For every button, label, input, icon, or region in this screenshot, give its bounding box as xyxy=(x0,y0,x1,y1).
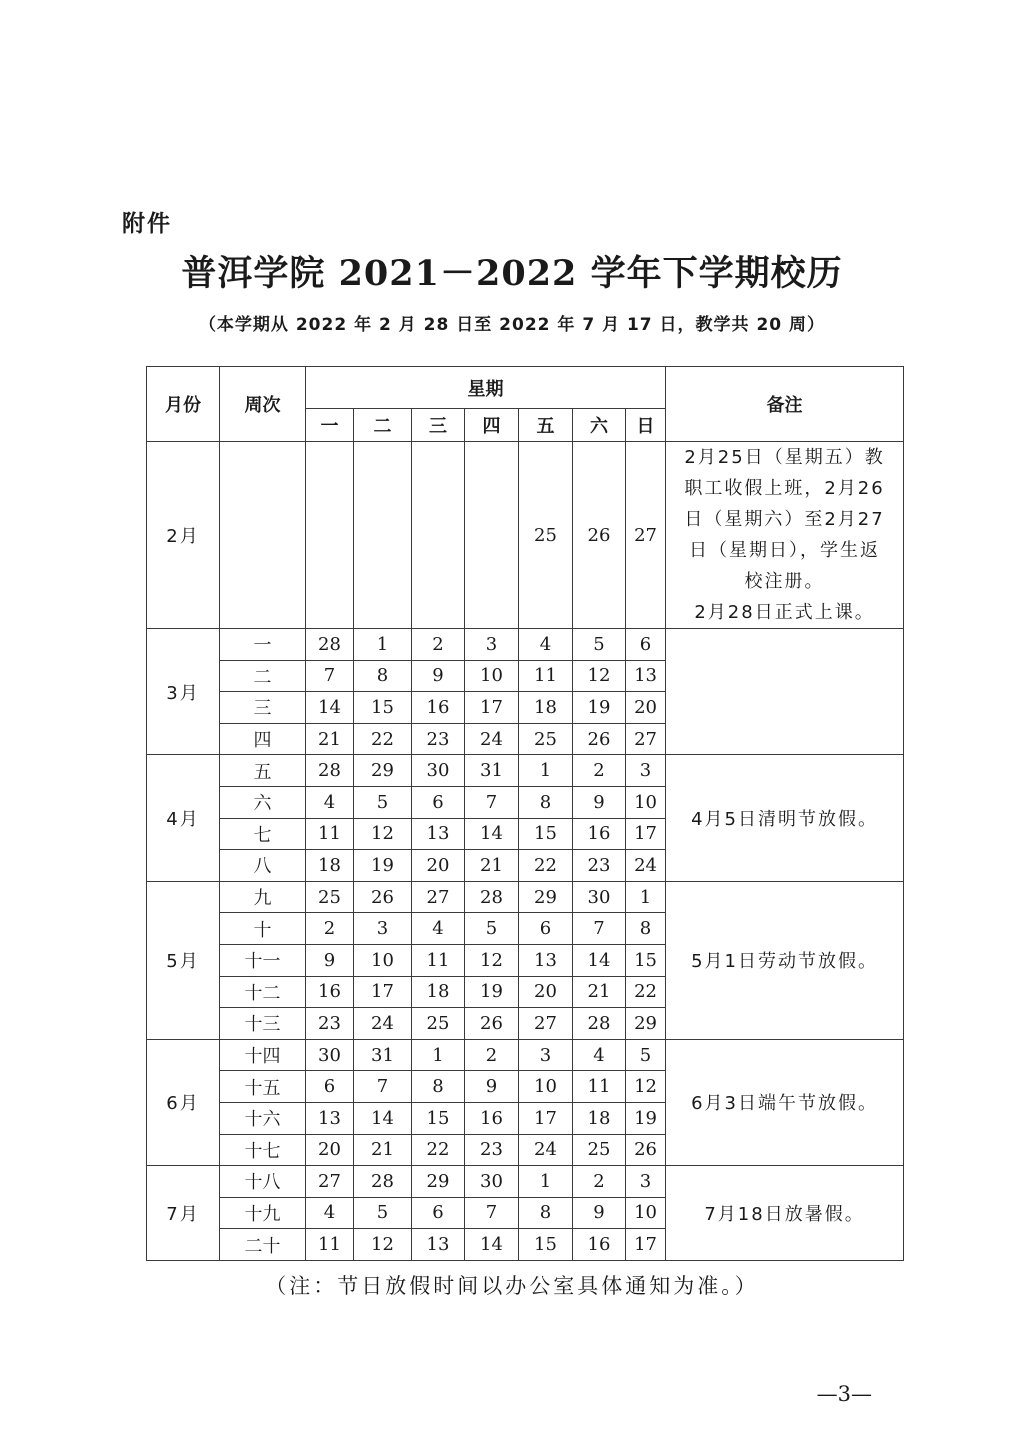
week-cell: 四 xyxy=(220,723,306,755)
day-cell: 8 xyxy=(626,913,666,945)
day-cell: 14 xyxy=(465,818,519,850)
table-row xyxy=(147,442,904,629)
day-cell: 18 xyxy=(519,692,573,724)
day-cell: 24 xyxy=(465,723,519,755)
day-cell: 29 xyxy=(354,755,412,787)
day-cell: 15 xyxy=(626,944,666,976)
day-cell: 13 xyxy=(306,1102,354,1134)
day-cell: 13 xyxy=(412,818,465,850)
day-cell: 2 xyxy=(465,1039,519,1071)
day-cell: 23 xyxy=(306,1008,354,1040)
day-cell: 14 xyxy=(573,944,626,976)
note-line: 职工收假上班，2月26 xyxy=(684,478,885,499)
day-cell: 12 xyxy=(465,944,519,976)
table-row xyxy=(147,881,904,913)
header-day: 二 xyxy=(354,409,412,442)
day-cell: 20 xyxy=(626,692,666,724)
page-title: 普洱学院 2021－2022 学年下学期校历 xyxy=(181,253,843,294)
day-cell: 28 xyxy=(465,881,519,913)
day-cell: 1 xyxy=(519,755,573,787)
day-cell: 25 xyxy=(519,442,573,629)
day-cell: 4 xyxy=(306,1197,354,1229)
day-cell: 8 xyxy=(354,660,412,692)
day-cell: 21 xyxy=(354,1134,412,1166)
day-cell: 6 xyxy=(412,786,465,818)
day-cell: 26 xyxy=(626,1134,666,1166)
day-cell: 14 xyxy=(354,1102,412,1134)
table-row xyxy=(147,1166,904,1198)
week-cell: 九 xyxy=(220,881,306,913)
day-cell: 9 xyxy=(412,660,465,692)
day-cell: 2 xyxy=(573,1166,626,1198)
day-cell: 14 xyxy=(465,1229,519,1261)
day-cell: 21 xyxy=(306,723,354,755)
day-cell: 1 xyxy=(519,1166,573,1198)
day-cell: 30 xyxy=(465,1166,519,1198)
day-cell: 5 xyxy=(626,1039,666,1071)
day-cell: 17 xyxy=(519,1102,573,1134)
day-cell: 16 xyxy=(573,1229,626,1261)
day-cell: 29 xyxy=(626,1008,666,1040)
day-cell: 27 xyxy=(306,1166,354,1198)
header-day: 三 xyxy=(412,409,465,442)
day-cell: 6 xyxy=(412,1197,465,1229)
day-cell: 29 xyxy=(519,881,573,913)
day-cell: 4 xyxy=(519,629,573,661)
day-cell: 25 xyxy=(519,723,573,755)
day-cell: 6 xyxy=(306,1071,354,1103)
day-cell: 30 xyxy=(306,1039,354,1071)
day-cell: 2 xyxy=(412,629,465,661)
day-cell: 22 xyxy=(354,723,412,755)
day-cell: 20 xyxy=(412,850,465,882)
note-line: 校注册。 xyxy=(744,571,825,592)
day-cell: 17 xyxy=(465,692,519,724)
month-cell: 6月 xyxy=(147,1039,220,1165)
day-cell: 9 xyxy=(465,1071,519,1103)
day-cell: 25 xyxy=(573,1134,626,1166)
header-day: 六 xyxy=(573,409,626,442)
month-cell: 7月 xyxy=(147,1166,220,1261)
day-cell: 8 xyxy=(519,1197,573,1229)
day-cell: 27 xyxy=(412,881,465,913)
note-cell: 5月1日劳动节放假。 xyxy=(666,881,904,1039)
day-cell: 24 xyxy=(626,850,666,882)
day-cell: 16 xyxy=(306,976,354,1008)
month-cell: 2月 xyxy=(147,442,220,629)
week-cell: 十 xyxy=(220,913,306,945)
school-calendar-table xyxy=(146,366,904,1261)
header-day: 四 xyxy=(465,409,519,442)
day-cell: 24 xyxy=(354,1008,412,1040)
table-row xyxy=(147,755,904,787)
day-cell: 25 xyxy=(306,881,354,913)
day-cell: 23 xyxy=(573,850,626,882)
day-cell: 2 xyxy=(306,913,354,945)
week-cell: 十三 xyxy=(220,1008,306,1040)
day-cell: 16 xyxy=(465,1102,519,1134)
day-cell: 28 xyxy=(573,1008,626,1040)
day-cell: 11 xyxy=(573,1071,626,1103)
note-cell: 7月18日放暑假。 xyxy=(666,1166,904,1261)
day-cell xyxy=(465,442,519,629)
day-cell xyxy=(306,442,354,629)
day-cell: 3 xyxy=(465,629,519,661)
week-cell: 一 xyxy=(220,629,306,661)
day-cell: 18 xyxy=(306,850,354,882)
day-cell: 11 xyxy=(306,818,354,850)
header-day: 一 xyxy=(306,409,354,442)
day-cell: 17 xyxy=(354,976,412,1008)
day-cell: 26 xyxy=(354,881,412,913)
day-cell: 11 xyxy=(306,1229,354,1261)
day-cell: 30 xyxy=(573,881,626,913)
table-row xyxy=(147,629,904,661)
week-cell: 六 xyxy=(220,786,306,818)
day-cell: 23 xyxy=(412,723,465,755)
day-cell: 5 xyxy=(354,1197,412,1229)
day-cell: 3 xyxy=(626,755,666,787)
header-weekday: 星期 xyxy=(306,367,666,409)
day-cell: 30 xyxy=(412,755,465,787)
note-line: 日（星期日），学生返 xyxy=(689,540,881,561)
note-cell xyxy=(666,629,904,755)
day-cell: 8 xyxy=(519,786,573,818)
month-cell: 3月 xyxy=(147,629,220,755)
day-cell: 23 xyxy=(465,1134,519,1166)
day-cell xyxy=(412,442,465,629)
day-cell: 27 xyxy=(626,723,666,755)
day-cell: 12 xyxy=(354,1229,412,1261)
day-cell: 10 xyxy=(354,944,412,976)
day-cell: 22 xyxy=(519,850,573,882)
day-cell: 19 xyxy=(465,976,519,1008)
week-cell: 十二 xyxy=(220,976,306,1008)
day-cell: 7 xyxy=(465,786,519,818)
day-cell: 26 xyxy=(573,723,626,755)
header-month: 月份 xyxy=(147,367,220,442)
day-cell: 6 xyxy=(626,629,666,661)
week-cell: 十九 xyxy=(220,1197,306,1229)
week-cell: 三 xyxy=(220,692,306,724)
day-cell: 28 xyxy=(306,755,354,787)
footnote: （注：节日放假时间以办公室具体通知为准。） xyxy=(265,1274,759,1298)
day-cell: 9 xyxy=(573,1197,626,1229)
week-cell: 十七 xyxy=(220,1134,306,1166)
header-day: 日 xyxy=(626,409,666,442)
day-cell: 21 xyxy=(465,850,519,882)
week-cell: 七 xyxy=(220,818,306,850)
day-cell: 8 xyxy=(412,1071,465,1103)
day-cell: 3 xyxy=(519,1039,573,1071)
day-cell: 4 xyxy=(412,913,465,945)
day-cell: 27 xyxy=(626,442,666,629)
day-cell: 19 xyxy=(573,692,626,724)
day-cell: 26 xyxy=(573,442,626,629)
day-cell: 3 xyxy=(626,1166,666,1198)
day-cell: 10 xyxy=(626,1197,666,1229)
week-cell: 十八 xyxy=(220,1166,306,1198)
week-cell: 八 xyxy=(220,850,306,882)
day-cell: 12 xyxy=(354,818,412,850)
page-number: —3— xyxy=(816,1382,872,1406)
day-cell: 15 xyxy=(519,818,573,850)
day-cell: 2 xyxy=(573,755,626,787)
day-cell: 20 xyxy=(306,1134,354,1166)
day-cell: 16 xyxy=(412,692,465,724)
day-cell: 21 xyxy=(573,976,626,1008)
day-cell: 31 xyxy=(354,1039,412,1071)
note-line: 2月28日正式上课。 xyxy=(694,602,875,623)
day-cell: 13 xyxy=(626,660,666,692)
day-cell: 10 xyxy=(626,786,666,818)
day-cell: 29 xyxy=(412,1166,465,1198)
day-cell: 14 xyxy=(306,692,354,724)
header-week: 周次 xyxy=(220,367,306,442)
day-cell: 1 xyxy=(412,1039,465,1071)
day-cell: 19 xyxy=(354,850,412,882)
day-cell: 5 xyxy=(465,913,519,945)
day-cell: 12 xyxy=(626,1071,666,1103)
note-line: 2月25日（星期五）教 xyxy=(684,447,885,468)
day-cell: 18 xyxy=(573,1102,626,1134)
day-cell: 13 xyxy=(519,944,573,976)
day-cell: 17 xyxy=(626,818,666,850)
day-cell: 10 xyxy=(465,660,519,692)
day-cell: 4 xyxy=(306,786,354,818)
day-cell: 4 xyxy=(573,1039,626,1071)
day-cell: 25 xyxy=(412,1008,465,1040)
header-note: 备注 xyxy=(666,367,904,442)
day-cell: 31 xyxy=(465,755,519,787)
day-cell: 11 xyxy=(519,660,573,692)
day-cell: 19 xyxy=(626,1102,666,1134)
page-subtitle: （本学期从 2022 年 2 月 28 日至 2022 年 7 月 17 日，教学共 20 周） xyxy=(198,315,826,335)
week-cell xyxy=(220,442,306,629)
day-cell: 5 xyxy=(573,629,626,661)
day-cell: 7 xyxy=(354,1071,412,1103)
note-cell: 6月3日端午节放假。 xyxy=(666,1039,904,1165)
day-cell: 24 xyxy=(519,1134,573,1166)
header-day: 五 xyxy=(519,409,573,442)
attachment-label: 附件 xyxy=(122,211,172,237)
day-cell: 6 xyxy=(519,913,573,945)
day-cell: 15 xyxy=(519,1229,573,1261)
week-cell: 五 xyxy=(220,755,306,787)
day-cell: 10 xyxy=(519,1071,573,1103)
day-cell: 26 xyxy=(465,1008,519,1040)
day-cell: 22 xyxy=(626,976,666,1008)
week-cell: 十一 xyxy=(220,944,306,976)
day-cell: 1 xyxy=(626,881,666,913)
day-cell: 7 xyxy=(306,660,354,692)
day-cell: 7 xyxy=(465,1197,519,1229)
day-cell: 3 xyxy=(354,913,412,945)
day-cell: 12 xyxy=(573,660,626,692)
day-cell: 11 xyxy=(412,944,465,976)
week-cell: 十五 xyxy=(220,1071,306,1103)
day-cell: 20 xyxy=(519,976,573,1008)
day-cell: 7 xyxy=(573,913,626,945)
week-cell: 十六 xyxy=(220,1102,306,1134)
day-cell: 28 xyxy=(354,1166,412,1198)
day-cell: 9 xyxy=(573,786,626,818)
note-line: 日（星期六）至2月27 xyxy=(684,509,885,530)
day-cell: 17 xyxy=(626,1229,666,1261)
day-cell: 1 xyxy=(354,629,412,661)
day-cell: 15 xyxy=(412,1102,465,1134)
day-cell: 22 xyxy=(412,1134,465,1166)
day-cell: 28 xyxy=(306,629,354,661)
day-cell: 9 xyxy=(306,944,354,976)
table-row xyxy=(147,1039,904,1071)
week-cell: 二 xyxy=(220,660,306,692)
day-cell: 13 xyxy=(412,1229,465,1261)
month-cell: 4月 xyxy=(147,755,220,881)
day-cell xyxy=(354,442,412,629)
day-cell: 15 xyxy=(354,692,412,724)
week-cell: 二十 xyxy=(220,1229,306,1261)
day-cell: 16 xyxy=(573,818,626,850)
day-cell: 18 xyxy=(412,976,465,1008)
note-cell: 4月5日清明节放假。 xyxy=(666,755,904,881)
day-cell: 5 xyxy=(354,786,412,818)
month-cell: 5月 xyxy=(147,881,220,1039)
day-cell: 27 xyxy=(519,1008,573,1040)
week-cell: 十四 xyxy=(220,1039,306,1071)
note-cell xyxy=(666,442,904,629)
